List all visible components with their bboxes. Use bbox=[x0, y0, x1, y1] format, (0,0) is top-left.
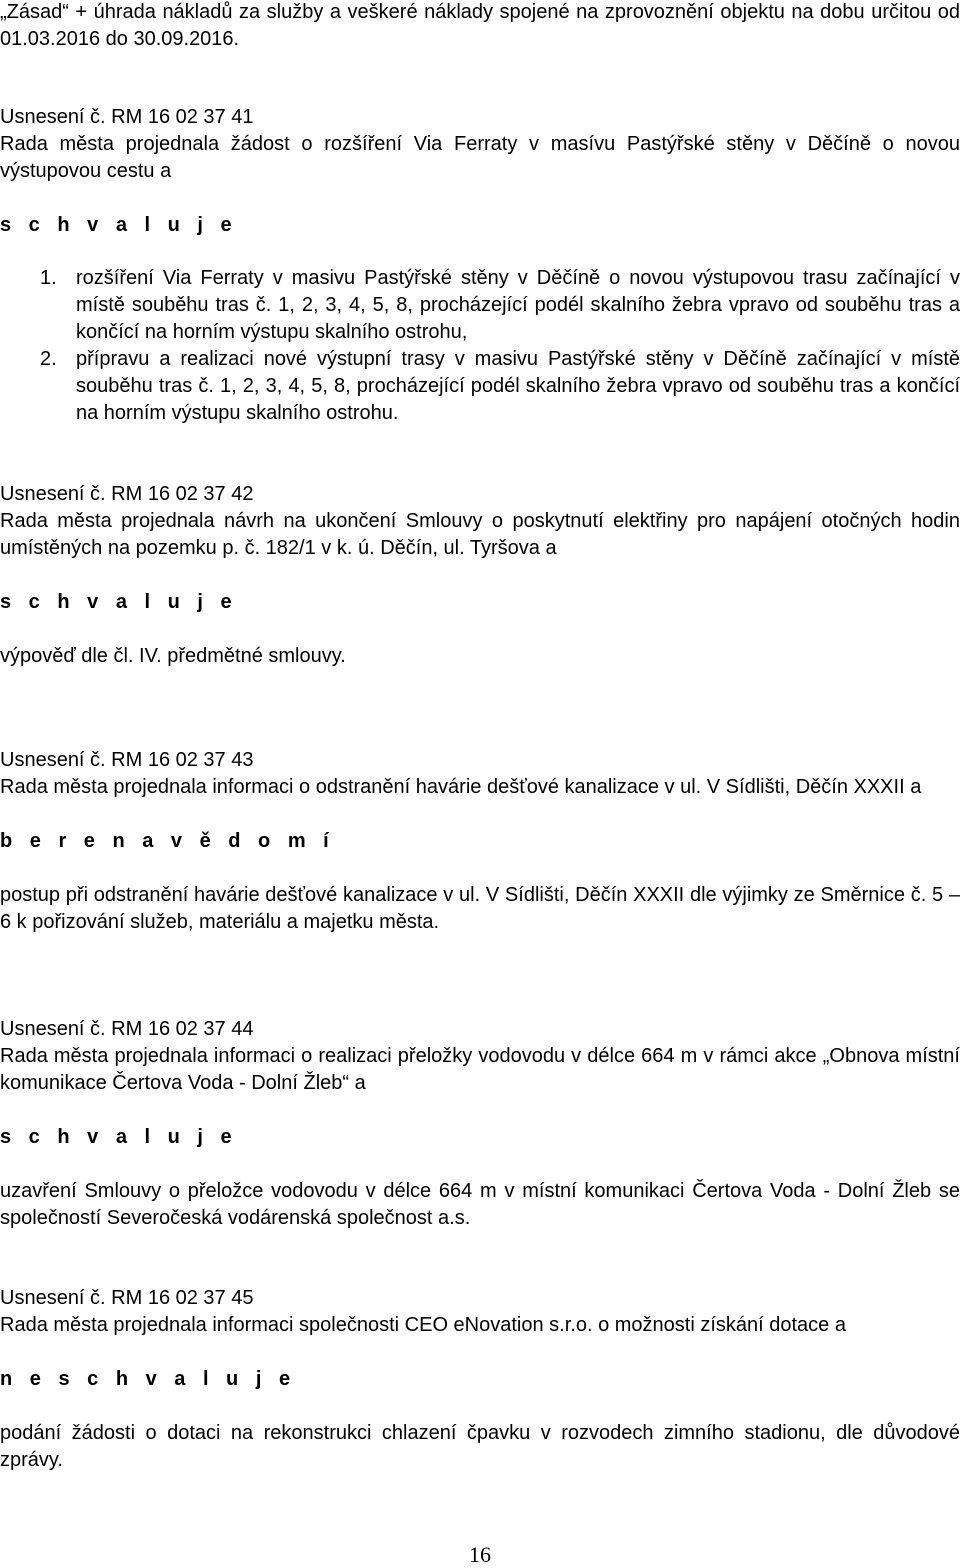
list-item-number: 1. bbox=[40, 267, 57, 289]
list-item-number: 2. bbox=[40, 348, 57, 370]
resolution-intro: Rada města projednala informaci o odstranění havárie dešťové kanalizace v ul. V Sídlišti, Děčín XXXII a bbox=[0, 776, 922, 798]
resolution-label: Usnesení č. RM 16 02 37 45 bbox=[0, 1287, 254, 1309]
resolution-decision: podání žádosti o dotaci na rekonstrukci chlazení čpavku v rozvodech zimního stadionu, dle důvodové zprávy. bbox=[0, 1422, 960, 1471]
resolution-label: Usnesení č. RM 16 02 37 43 bbox=[0, 749, 254, 771]
resolution-verdict: b e r e n a v ě d o m í bbox=[0, 830, 335, 852]
resolution-decision: postup při odstranění havárie dešťové kanalizace v ul. V Sídlišti, Děčín XXXII dle výjimky ze Směrnice č. 5 – 6 k pořizování služeb, materiálu a majetku města. bbox=[0, 884, 960, 933]
resolution-label: Usnesení č. RM 16 02 37 41 bbox=[0, 106, 254, 128]
resolution-intro: Rada města projednala informaci o realizaci přeložky vodovodu v délce 664 m v rámci akce „Obnova místní komunikace Čertova Voda - Dolní Žleb“ a bbox=[0, 1045, 960, 1094]
resolution-intro: Rada města projednala žádost o rozšíření Via Ferraty v masívu Pastýřské stěny v Děčíně o novou výstupovou cestu a bbox=[0, 133, 960, 182]
resolution-decision: uzavření Smlouvy o přeložce vodovodu v délce 664 m v místní komunikaci Čertova Voda - Dolní Žleb se společností Severočeská vodárenská společnost a.s. bbox=[0, 1180, 960, 1229]
resolution-45 bbox=[0, 1285, 960, 1474]
list-item bbox=[0, 265, 960, 346]
resolution-verdict: s c h v a l u j e bbox=[0, 1126, 238, 1148]
list-item bbox=[0, 346, 960, 427]
resolution-label: Usnesení č. RM 16 02 37 44 bbox=[0, 1018, 254, 1040]
resolution-intro: Rada města projednala informaci společnosti CEO eNovation s.r.o. o možnosti získání dotace a bbox=[0, 1314, 846, 1336]
resolution-42 bbox=[0, 481, 960, 670]
resolution-verdict: s c h v a l u j e bbox=[0, 214, 238, 236]
resolution-41 bbox=[0, 104, 960, 427]
resolution-verdict: n e s c h v a l u j e bbox=[0, 1368, 297, 1390]
list-item-text: přípravu a realizaci nové výstupní trasy v masivu Pastýřské stěny v Děčíně začínající v místě souběhu tras č. 1, 2, 3, 4, 5, 8, procházející podél skalního žebra vpravo od souběhu tras a končící na horním výstupu skalního ostrohu. bbox=[76, 348, 960, 424]
resolution-decision: výpověď dle čl. IV. předmětné smlouvy. bbox=[0, 645, 346, 667]
list-item-text: rozšíření Via Ferraty v masivu Pastýřské stěny v Děčíně o novou výstupovou trasu začínající v místě souběhu tras č. 1, 2, 3, 4, 5, 8, procházející podél skalního žebra vpravo od souběhu tras a končící na horním výstupu skalního ostrohu, bbox=[76, 267, 960, 343]
intro-paragraph: „Zásad“ + úhrada nákladů za služby a veškeré náklady spojené na zprovoznění objektu na dobu určitou od 01.03.2016 do 30.09.2016. bbox=[0, 1, 960, 50]
page-number: 16 bbox=[469, 1542, 491, 1567]
resolution-verdict: s c h v a l u j e bbox=[0, 591, 238, 613]
resolution-label: Usnesení č. RM 16 02 37 42 bbox=[0, 483, 254, 505]
resolution-43 bbox=[0, 747, 960, 936]
resolution-44 bbox=[0, 1016, 960, 1232]
resolution-intro: Rada města projednala návrh na ukončení Smlouvy o poskytnutí elektřiny pro napájení otočných hodin umístěných na pozemku p. č. 182/1 v k. ú. Děčín, ul. Tyršova a bbox=[0, 510, 960, 559]
resolution-items bbox=[0, 265, 960, 427]
